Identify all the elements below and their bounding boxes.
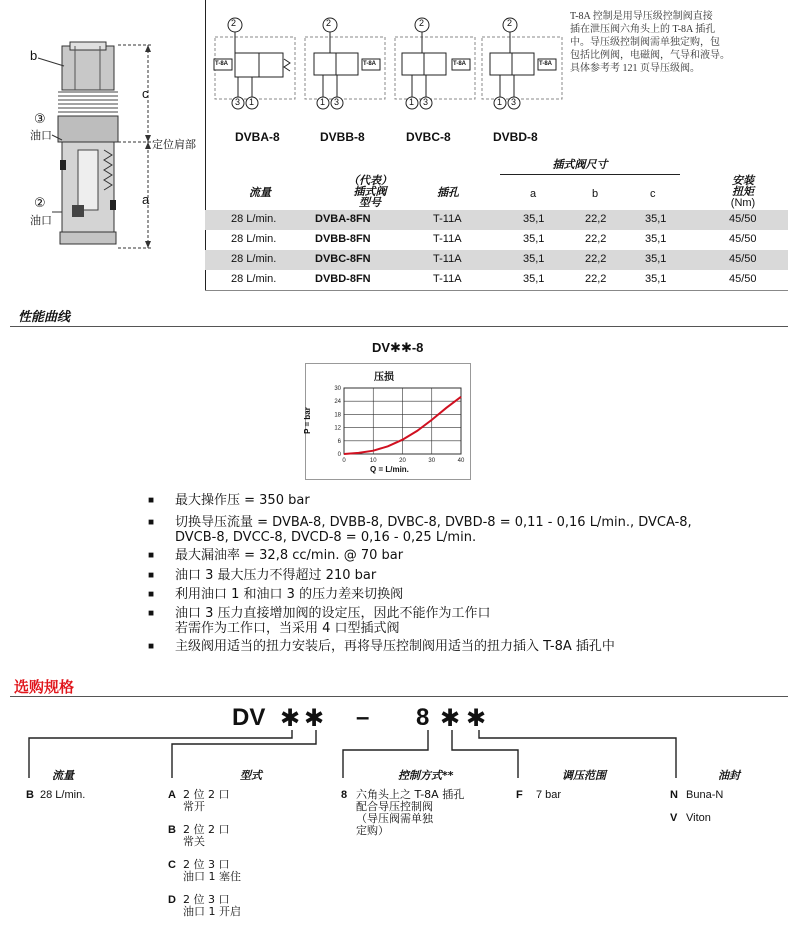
spec-line: DVCB-8, DVCC-8, DVCD-8 = 0,16 - 0,25 L/min.: [175, 530, 477, 545]
description-line: 包括比例阀，电磁阀，气导和液导。: [570, 50, 730, 61]
control-line: 配合导压控制阀: [356, 800, 433, 813]
cell-torque: 45/50: [729, 273, 757, 285]
description-line: 中。导压级控制阀需单独定购，包: [570, 37, 720, 48]
bullet: ■: [148, 589, 155, 600]
cell-b: 22,2: [585, 233, 607, 245]
spec-item: [175, 493, 310, 508]
col-header-range: 调压范围: [562, 769, 606, 782]
shoulder-label: 定位肩部: [152, 138, 196, 151]
code-star-3: ✱: [440, 705, 461, 732]
cell-b: 22,2: [585, 253, 607, 265]
cell-b: 22,2: [585, 273, 607, 285]
bullet: ■: [148, 608, 155, 619]
control-line: （导压阀需单独: [356, 812, 433, 825]
spec-item: [175, 606, 491, 636]
description-line: T-8A 控制是用导压级控制阀直接: [570, 11, 713, 22]
description-line: 具体参考考 121 页导压级阀。: [570, 63, 700, 74]
cell-model: DVBC-8FN: [315, 253, 371, 265]
header-b: b: [592, 188, 599, 200]
group-header-dimensions: 插式阀尺寸: [552, 159, 608, 171]
sym3-tag: T-8A: [453, 61, 467, 67]
cell-a: 35,1: [523, 213, 545, 225]
seal-option-code: V: [670, 812, 678, 824]
performance-title: 性能曲线: [18, 310, 71, 325]
spec-line: 最大操作压 = 350 bar: [175, 493, 310, 508]
header-torque: [718, 176, 768, 209]
spec-item: [175, 568, 376, 583]
x-axis-label: Q = L/min.: [370, 465, 409, 474]
bullet: ■: [148, 517, 155, 528]
type-line: 油口 1 塞住: [183, 870, 241, 883]
sym4-top-port: 2: [507, 18, 513, 28]
code-eight: 8: [416, 704, 430, 731]
y-axis-label: P = bar: [302, 407, 312, 434]
cell-a: 35,1: [523, 273, 545, 285]
ordering-title: 选购规格: [14, 678, 75, 696]
cell-flow: 28 L/min.: [231, 233, 277, 245]
spec-line: 若需作为工作口，当采用 4 口型插式阀: [175, 621, 400, 636]
spec-line: 主级阀用适当的扭力安装后，再将导压控制阀用适当的扭力插入 T-8A 插孔中: [175, 639, 615, 654]
cell-flow: 28 L/min.: [231, 213, 277, 225]
frame-bottom: [205, 290, 788, 291]
sym2-port-b: 3: [334, 97, 340, 107]
cell-cavity: T-11A: [433, 233, 462, 245]
type-option-code: C: [168, 859, 176, 871]
type-option-code: D: [168, 894, 176, 906]
cell-torque: 45/50: [729, 213, 757, 225]
performance-rule: [10, 326, 788, 327]
model-dvbd: DVBD-8: [493, 130, 538, 144]
cell-cavity: T-11A: [433, 253, 462, 265]
range-option-text: 7 bar: [536, 789, 562, 801]
sym3-port-a: 1: [409, 97, 415, 107]
header-torque-l1: 安装: [732, 175, 754, 187]
seal-option-text: Buna-N: [686, 789, 724, 801]
control-option-code: 8: [341, 789, 348, 801]
type-line: 常开: [183, 800, 205, 813]
cell-torque: 45/50: [729, 253, 757, 265]
type-line: 常关: [183, 835, 205, 848]
sym4-tag: T-8A: [539, 61, 553, 67]
seal-option-text: Viton: [686, 812, 711, 824]
type-option-code: A: [168, 789, 176, 801]
cell-model: DVBD-8FN: [315, 273, 371, 285]
chart-title: 压损: [374, 372, 394, 383]
spec-line: 最大漏油率 = 32,8 cc/min. @ 70 bar: [175, 548, 404, 563]
cell-flow: 28 L/min.: [231, 253, 277, 265]
type-line: 2 位 3 口: [183, 893, 230, 906]
sym3-port-b: 3: [423, 97, 429, 107]
group-header-rule: [500, 174, 680, 175]
sym1-tag: T-8A: [215, 61, 229, 67]
chart-heading: DV✱✱-8: [372, 340, 424, 355]
port3-number: ③: [34, 112, 46, 127]
seal-option-code: N: [670, 789, 678, 801]
table-row: [205, 230, 788, 250]
col-header-flow: 流量: [52, 769, 74, 782]
sym4-port-a: 1: [497, 97, 503, 107]
cell-torque: 45/50: [729, 233, 757, 245]
type-option-code: B: [168, 824, 176, 836]
header-model: [330, 176, 410, 209]
table-row: [205, 250, 788, 270]
spec-line: 油口 3 压力直接增加阀的设定压，因此不能作为工作口: [175, 606, 491, 621]
label-b: b: [30, 48, 38, 63]
sym3-top-port: 2: [419, 18, 425, 28]
sym2-tag: T-8A: [363, 61, 377, 67]
y-tick-label: 18: [334, 412, 341, 419]
y-tick-label: 24: [334, 399, 341, 406]
header-a: a: [530, 188, 537, 200]
port3-label: 油口: [30, 129, 52, 142]
spec-item: [175, 587, 403, 602]
label-a: a: [142, 192, 150, 207]
table-row: [205, 210, 788, 230]
type-line: 油口 1 开启: [183, 905, 241, 918]
bullet: ■: [148, 550, 155, 561]
sym1-port-a: 3: [235, 97, 241, 107]
flow-option-code: B: [26, 789, 34, 801]
sym2-top-port: 2: [326, 18, 332, 28]
code-star-4: ✱: [466, 705, 487, 732]
header-torque-l3: (Nm): [730, 197, 756, 209]
header-model-l3: 型号: [359, 197, 381, 209]
y-tick-label: 30: [334, 386, 341, 392]
y-tick-label: 12: [334, 425, 341, 432]
cell-cavity: T-11A: [433, 273, 462, 285]
col-header-control: 控制方式**: [398, 769, 454, 782]
cell-c: 35,1: [645, 233, 667, 245]
col-header-seal: 油封: [718, 769, 740, 782]
type-option-text: [183, 824, 230, 848]
code-dash: –: [356, 704, 370, 731]
control-option-text: [356, 789, 464, 837]
flow-option-text: 28 L/min.: [40, 789, 86, 801]
cell-b: 22,2: [585, 213, 607, 225]
cell-a: 35,1: [523, 253, 545, 265]
cell-c: 35,1: [645, 273, 667, 285]
cell-a: 35,1: [523, 233, 545, 245]
model-dvbc: DVBC-8: [406, 130, 451, 144]
cartridge-cutaway: [0, 0, 205, 270]
sym4-port-b: 3: [511, 97, 517, 107]
header-flow: 流量: [249, 187, 271, 199]
sym2-port-a: 1: [320, 97, 326, 107]
spec-line: 利用油口 1 和油口 3 的压力差来切换阀: [175, 587, 404, 602]
port2-number: ②: [34, 196, 46, 211]
type-option-text: [183, 859, 241, 883]
header-model-l2: 插式阀: [353, 186, 387, 198]
cell-model: DVBB-8FN: [315, 233, 371, 245]
ordering-rule: [10, 696, 788, 697]
col-header-type: 型式: [240, 769, 262, 782]
x-tick-label: 10: [369, 458, 377, 464]
label-c: c: [142, 86, 149, 101]
type-line: 2 位 3 口: [183, 858, 230, 871]
description-line: 插在泄压阀六角头上的 T-8A 插孔: [570, 24, 716, 35]
cell-model: DVBA-8FN: [315, 213, 371, 225]
model-dvbb: DVBB-8: [320, 130, 365, 144]
cell-cavity: T-11A: [433, 213, 462, 225]
x-tick-label: 20: [399, 458, 406, 464]
bullet: ■: [148, 495, 155, 506]
bullet: ■: [148, 570, 155, 581]
header-cavity: 插孔: [437, 187, 459, 199]
model-dvba: DVBA-8: [235, 130, 280, 144]
table-row: [205, 270, 788, 290]
cell-c: 35,1: [645, 253, 667, 265]
x-tick-label: 0: [342, 458, 346, 464]
x-tick-label: 30: [428, 458, 436, 464]
x-tick-label: 40: [457, 458, 465, 464]
y-tick-label: 0: [337, 452, 341, 458]
cell-flow: 28 L/min.: [231, 273, 277, 285]
control-line: 六角头上之 T-8A 插孔: [356, 788, 465, 801]
sym1-port-b: 1: [249, 97, 255, 107]
sym1-top-port: 2: [231, 18, 237, 28]
control-line: 定购）: [356, 824, 389, 837]
type-option-text: [183, 894, 241, 918]
pressure-drop-chart: [302, 363, 471, 480]
cell-c: 35,1: [645, 213, 667, 225]
port2-label: 油口: [30, 214, 52, 227]
y-tick-label: 6: [337, 438, 341, 445]
spec-line: 油口 3 最大压力不得超过 210 bar: [175, 568, 377, 583]
header-model-l1: （代表）: [348, 175, 392, 187]
range-option-code: F: [516, 789, 523, 801]
type-line: 2 位 2 口: [183, 788, 230, 801]
code-star-1: ✱: [280, 705, 301, 732]
spec-item: [175, 639, 615, 654]
header-c: c: [650, 188, 656, 200]
type-line: 2 位 2 口: [183, 823, 230, 836]
code-prefix: DV: [232, 704, 266, 731]
bullet: ■: [148, 641, 155, 652]
header-torque-l2: 扭矩: [732, 186, 754, 198]
spec-item: [175, 548, 403, 563]
chart-plot: [306, 364, 470, 479]
type-option-text: [183, 789, 230, 813]
t8a-description: [570, 10, 792, 75]
spec-item: [175, 515, 692, 545]
spec-line: 切换导压流量 = DVBA-8, DVBB-8, DVBC-8, DVBD-8 = 0,11 - 0,16 L/min., DVCA-8,: [175, 515, 692, 530]
code-star-2: ✱: [304, 705, 325, 732]
